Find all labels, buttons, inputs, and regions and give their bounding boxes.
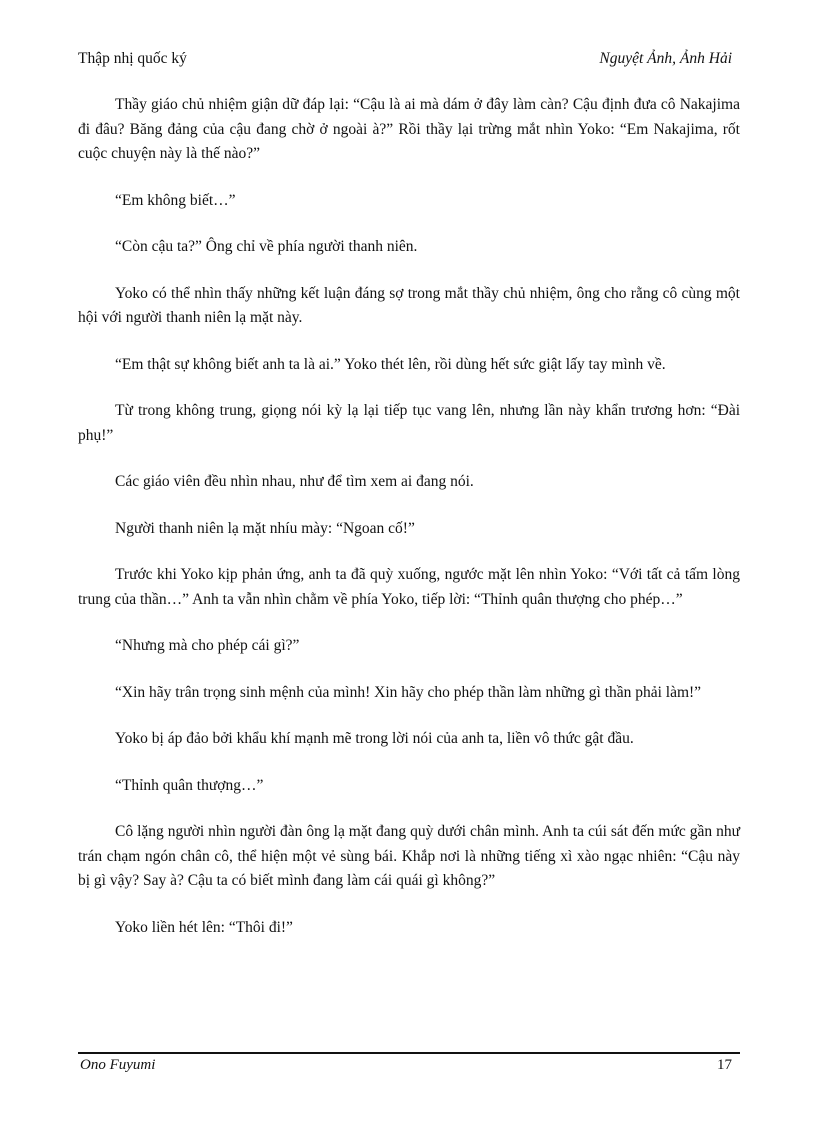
paragraph: Trước khi Yoko kịp phản ứng, anh ta đã quỳ xuống, ngước mặt lên nhìn Yoko: “Với tất cả tấm lòng trung của thần…” Anh ta vẫn nhìn chằm về phía Yoko, tiếp lời: “Thỉnh quân thượng cho phép…” <box>78 566 740 608</box>
paragraph: “Thỉnh quân thượng…” <box>115 776 264 794</box>
page-number: 17 <box>717 1057 732 1073</box>
paragraph: “Em không biết…” <box>115 191 236 209</box>
book-title: Thập nhị quốc ký <box>78 50 187 67</box>
page-header <box>78 50 732 72</box>
paragraph: Cô lặng người nhìn người đàn ông lạ mặt đang quỳ dưới chân mình. Anh ta cúi sát đến mức gần như trán chạm ngón chân cô, thể hiện một vẻ sùng bái. Khắp nơi là những tiếng xì xào ngạc nhiên: “Cậu này bị gì vậy? Say à? Cậu ta có biết mình đang làm cái quái gì không?” <box>78 823 740 889</box>
paragraph: “Xin hãy trân trọng sinh mệnh của mình! Xin hãy cho phép thần làm những gì thần phải làm!” <box>115 683 702 701</box>
paragraph: “Em thật sự không biết anh ta là ai.” Yoko thét lên, rồi dùng hết sức giật lấy tay mình về. <box>115 355 666 373</box>
paragraph: Người thanh niên lạ mặt nhíu mày: “Ngoan cố!” <box>115 519 415 537</box>
author-name: Ono Fuyumi <box>80 1057 156 1073</box>
paragraph: “Còn cậu ta?” Ông chỉ về phía người thanh niên. <box>115 238 418 255</box>
paragraph: Yoko liền hét lên: “Thôi đi!” <box>115 918 293 936</box>
page-footer <box>78 1057 740 1077</box>
translator-credit: Nguyệt Ảnh, Ảnh Hải <box>599 50 732 67</box>
footer-divider <box>78 1052 740 1054</box>
paragraph: Các giáo viên đều nhìn nhau, như để tìm xem ai đang nói. <box>115 473 474 490</box>
paragraph: “Nhưng mà cho phép cái gì?” <box>115 637 300 654</box>
paragraph: Yoko có thể nhìn thấy những kết luận đáng sợ trong mắt thầy chủ nhiệm, ông cho rằng cô cùng một hội với người thanh niên lạ mặt này. <box>78 284 740 326</box>
paragraph: Từ trong không trung, giọng nói kỳ lạ lại tiếp tục vang lên, nhưng lần này khẩn trương hơn: “Đài phụ!” <box>78 402 740 444</box>
paragraph: Yoko bị áp đảo bởi khẩu khí mạnh mẽ trong lời nói của anh ta, liền vô thức gật đầu. <box>115 730 634 747</box>
paragraph: Thầy giáo chủ nhiệm giận dữ đáp lại: “Cậu là ai mà dám ở đây làm càn? Cậu định đưa cô Nakajima đi đâu? Băng đảng của cậu đang chờ ở ngoài à?” Rồi thầy lại trừng mắt nhìn Yoko: “Em Nakajima, rốt cuộc chuyện này là thế nào?” <box>78 96 740 162</box>
chapter-body <box>78 93 740 962</box>
